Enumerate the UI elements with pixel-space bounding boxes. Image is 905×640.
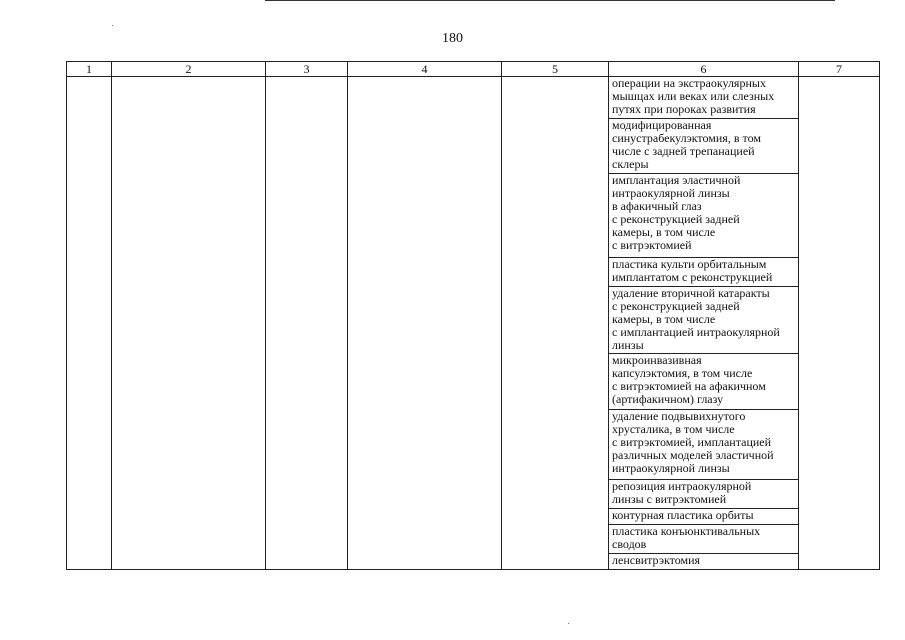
method-cell [609,174,799,257]
method-cell [609,257,799,286]
column-1-cell [67,77,112,570]
scan-speck [568,623,569,624]
method-text: пластика культи орбитальным имплантатом с реконструкцией [612,256,773,284]
column-2-cell [112,77,266,570]
method-cell [609,524,799,553]
header-row [67,62,880,77]
method-text: модифицированная синустрабекулэктомия, в том числе с задней трепанацией склеры [612,118,761,172]
method-cell [609,119,799,174]
top-rule [265,0,835,1]
column-5-cell [502,77,609,570]
method-text: пластика конъюнктивальных сводов [612,523,761,551]
column-header-5: 5 [502,62,609,77]
column-header-2: 2 [112,62,266,77]
method-text: микроинвазивная капсулэктомия, в том числе с витрэктомией на афакичном (артифакичном) глазу [612,353,766,407]
column-header-3: 3 [266,62,348,77]
column-4-cell [348,77,502,570]
method-text: ленсвитрэктомия [612,552,701,567]
table-row [67,77,880,119]
method-text: имплантация эластичной интраокулярной линзы в афакичный глаз с реконструкцией задней камеры, в том числе с витрэктомией [612,173,741,253]
page-number: 180 [442,31,463,46]
column-header-7: 7 [799,62,880,77]
method-text: удаление подвывихнутого хрусталика, в том числе с витрэктомией, имплантацией различных моделей эластичной интраокулярной линзы [612,409,774,476]
column-header-4: 4 [348,62,502,77]
column-3-cell [266,77,348,570]
method-cell [609,286,799,353]
method-cell [609,479,799,508]
method-text: репозиция интраокулярной линзы с витрэктомией [612,478,752,506]
method-text: контурная пластика орбиты [612,507,754,522]
method-cell [609,354,799,410]
method-cell [609,508,799,524]
method-cell [609,77,799,119]
method-cell [609,410,799,479]
scan-speck [112,25,113,26]
method-cell [609,553,799,569]
column-7-cell [799,77,880,570]
treatment-table [66,61,880,570]
method-text: удаление вторичной катаракты с реконструкцией задней камеры, в том числе с имплантацией интраокулярной линзы [612,285,780,352]
column-header-6: 6 [609,62,799,77]
method-text: операции на экстраокулярных мышцах или веках или слезных путях при пороках развития [612,76,775,116]
column-header-1: 1 [67,62,112,77]
